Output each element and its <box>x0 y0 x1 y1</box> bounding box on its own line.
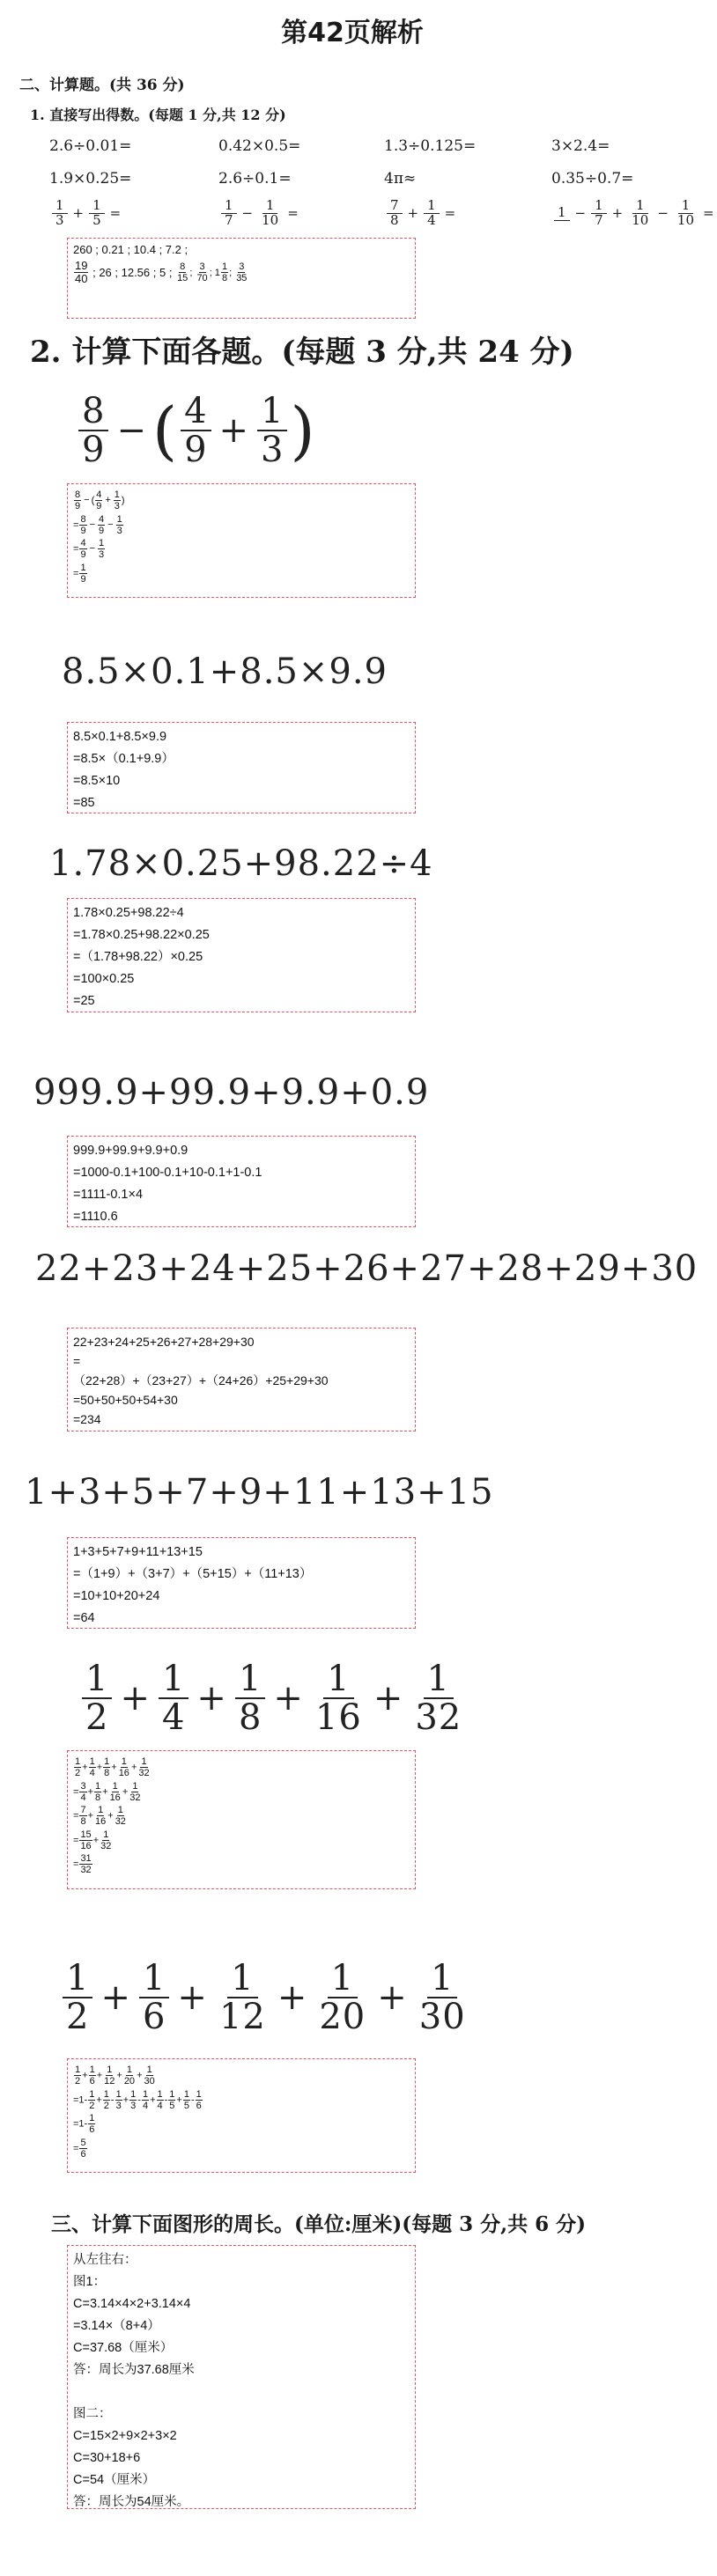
answer-line: 8.5×0.1+8.5×9.9 <box>73 730 167 744</box>
answer-line: =85 <box>73 796 95 810</box>
answer-line: $\frac{1}{2}$ + $\frac{1}{6}$ + $\frac{1}{12}$ + $\frac{1}{20}$ + $\frac{1}{30}$ <box>75 2064 155 2087</box>
answer-line: 从左往右： <box>73 2253 137 2267</box>
answer-line: C=3.14×4×2+3.14×4 <box>73 2297 191 2311</box>
answer-line: = $\frac{1}{9}$ <box>73 562 86 585</box>
answer-line-blank <box>73 2381 410 2403</box>
answer-line: 答：周长为54厘米。 <box>73 2495 190 2509</box>
answer-line: =234 <box>73 1412 101 1426</box>
q1-item-fraction-4: 1 − $\frac{1}{7}$ + $\frac{1}{10}$ − $\frac{1}{10}$ = <box>551 199 717 228</box>
problem-6-expression: 1+3+5+7+9+11+13+15 <box>25 1472 494 1512</box>
problem-4-expression: 999.9+99.9+9.9+0.9 <box>33 1072 430 1113</box>
section-3-answer-box <box>67 2245 416 2509</box>
answer-line: = $\frac{31}{32}$ <box>73 1853 92 1876</box>
problem-7-expression: $\frac{1}{2}$ + $\frac{1}{4}$ + $\frac{1}{8}$ + $\frac{1}{16}$ + $\frac{1}{32}$ <box>79 1660 468 1736</box>
answer-line: =64 <box>73 1611 95 1625</box>
answer-line: $\frac{8}{15}$ ; $\frac{3}{70}$ ; 1 $\frac{1}{8}$ ; $\frac{3}{35}$ <box>177 261 248 284</box>
q1-item-fraction-2: $\frac{1}{7}$ − $\frac{1}{10}$ = <box>218 199 301 228</box>
answer-line: $\frac{8}{9}$ − ( $\frac{4}{9}$ + $\frac{1}{3}$ ) <box>75 489 125 512</box>
answer-line: =（1+9）+（3+7）+（5+15）+（11+13） <box>73 1567 313 1581</box>
answer-line: 1.78×0.25+98.22÷4 <box>73 906 184 920</box>
q1-item: 3×2.4= <box>551 137 610 155</box>
answer-line: = $\frac{5}{6}$ <box>73 2137 86 2160</box>
problem-2-answer-box <box>67 722 416 813</box>
answer-line: =1000-0.1+100-0.1+10-0.1+1-0.1 <box>73 1166 262 1180</box>
answer-line: $\frac{1}{2}$ + $\frac{1}{4}$ + $\frac{1}{8}$ + $\frac{1}{16}$ + $\frac{1}{32}$ <box>75 1756 150 1779</box>
answer-line: 答：周长为37.68厘米 <box>73 2363 195 2377</box>
q1-item-fraction-1: $\frac{1}{3}$ + $\frac{1}{5}$ = <box>49 199 123 228</box>
answer-line: 999.9+99.9+9.9+0.9 <box>73 1144 188 1158</box>
answer-line: =8.5×（0.1+9.9） <box>73 752 174 766</box>
problem-1-expression: $\frac{8}{9}$ −( $\frac{4}{9}$ + $\frac{1}{3}$ ) <box>76 393 316 468</box>
q1-item: 2.6÷0.1= <box>218 170 292 188</box>
answer-line: 22+23+24+25+26+27+28+29+30 <box>73 1335 255 1349</box>
q1-item: 1.3÷0.125= <box>384 137 477 155</box>
answer-line: = $\frac{15}{16}$ + $\frac{1}{32}$ <box>73 1829 112 1851</box>
answer-line: C=54（厘米） <box>73 2473 156 2487</box>
answer-line: =1110.6 <box>73 1210 118 1224</box>
answer-line: = $\frac{3}{4}$ + $\frac{1}{8}$ + $\frac{1}{16}$ + $\frac{1}{32}$ <box>73 1780 141 1803</box>
answer-line: C=15×2+9×2+3×2 <box>73 2429 177 2443</box>
answer-line: =10+10+20+24 <box>73 1589 160 1603</box>
q1-heading: 1. 直接写出得数。(每题 1 分,共 12 分) <box>30 107 286 123</box>
problem-8-answer-box <box>67 2058 416 2173</box>
problem-3-answer-box <box>67 898 416 1012</box>
problem-3-expression: 1.78×0.25+98.22÷4 <box>49 843 433 884</box>
answer-line: 图1： <box>73 2275 107 2289</box>
answer-line: =100×0.25 <box>73 972 135 986</box>
problem-7-answer-box <box>67 1750 416 1889</box>
q1-item: 2.6÷0.01= <box>49 137 132 155</box>
section-2-heading: 二、计算题。(共 36 分) <box>19 77 185 94</box>
answer-line: = <box>73 1354 81 1368</box>
answer-line: =25 <box>73 994 95 1008</box>
q1-item: 4π≈ <box>384 170 417 188</box>
q1-answer-box <box>67 238 416 319</box>
answer-line: =3.14×（8+4） <box>73 2319 160 2333</box>
answer-line: C=30+18+6 <box>73 2451 141 2465</box>
answer-line: =1- $\frac{1}{6}$ <box>73 2113 95 2136</box>
problem-2-expression: 8.5×0.1+8.5×9.9 <box>62 651 388 692</box>
problem-5-expression: 22+23+24+25+26+27+28+29+30 <box>35 1248 699 1289</box>
q1-item: 0.42×0.5= <box>218 137 301 155</box>
answer-line: 1+3+5+7+9+11+13+15 <box>73 1545 203 1559</box>
q1-item-fraction-3: $\frac{7}{8}$ + $\frac{1}{4}$ = <box>384 199 458 228</box>
answer-line: = $\frac{8}{9}$ − $\frac{4}{9}$ − $\frac{1}{3}$ <box>73 513 122 536</box>
answer-line: 260 ; 0.21 ; 10.4 ; 7.2 ; <box>73 243 188 256</box>
answer-line: C=37.68（厘米） <box>73 2341 174 2355</box>
page-title: 第42页解析 <box>281 18 424 48</box>
answer-line: =50+50+50+54+30 <box>73 1393 178 1407</box>
q1-item: 1.9×0.25= <box>49 170 132 188</box>
problem-1-answer-box <box>67 483 416 598</box>
section-3-heading: 三、计算下面图形的周长。(单位:厘米)(每题 3 分,共 6 分) <box>51 2212 587 2236</box>
problem-5-answer-box <box>67 1328 416 1432</box>
problem-8-expression: $\frac{1}{2}$ + $\frac{1}{6}$ + $\frac{1}{12}$ + $\frac{1}{20}$ + $\frac{1}{30}$ <box>60 1960 472 2035</box>
answer-line: =1111-0.1×4 <box>73 1188 144 1202</box>
answer-line: =（1.78+98.22）×0.25 <box>73 950 203 964</box>
q1-item: 0.35÷0.7= <box>551 170 634 188</box>
answer-line: =1.78×0.25+98.22×0.25 <box>73 928 210 942</box>
answer-line: = $\frac{4}{9}$ − $\frac{1}{3}$ <box>73 538 105 561</box>
answer-line: = $\frac{7}{8}$ + $\frac{1}{16}$ + $\frac{1}{32}$ <box>73 1805 126 1828</box>
answer-line: $\frac{19}{40}$ ; 26 ; 12.56 ; 5 ; <box>75 259 173 286</box>
answer-line: 图二： <box>73 2407 112 2421</box>
q2-heading: 2. 计算下面各题。(每题 3 分,共 24 分) <box>30 335 574 370</box>
answer-line: （22+28）+（23+27）+（24+26）+25+29+30 <box>73 1373 329 1387</box>
answer-line: =1- $\frac{1}{2}$ + $\frac{1}{2}$ - $\frac{1}{3}$ + $\frac{1}{3}$ - $\frac{1}{4}$ + $\frac{1}{4}$ - $\frac{1}{5}$ + $\frac{1}{5}$ - $\frac{1}{6}$ <box>73 2088 202 2111</box>
problem-4-answer-box <box>67 1136 416 1227</box>
answer-line: =8.5×10 <box>73 774 121 788</box>
problem-6-answer-box <box>67 1537 416 1629</box>
